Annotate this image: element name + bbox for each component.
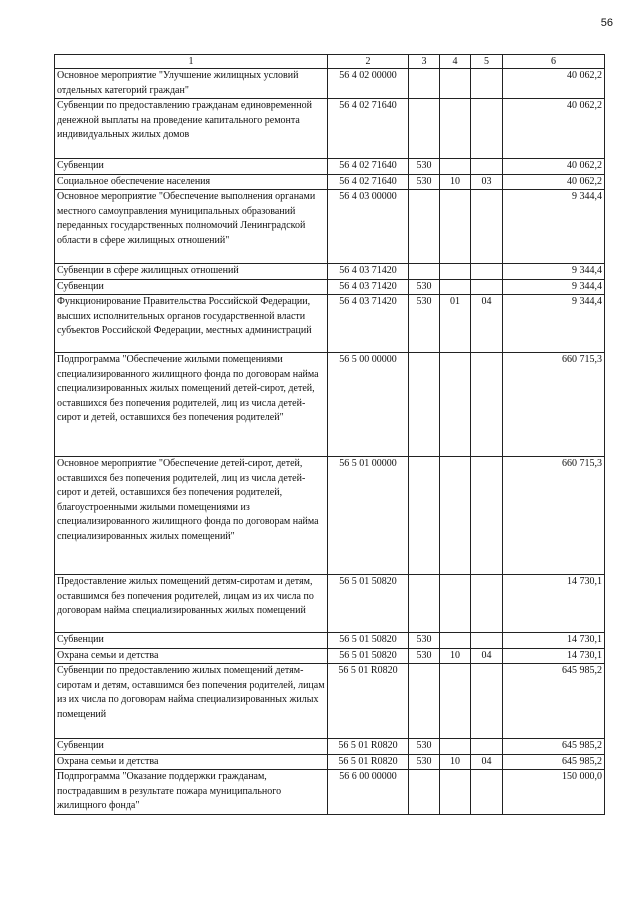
table-row — [55, 575, 605, 633]
row-name: Предоставление жилых помещений детям-сиротам и детям, оставшимся без попечения родителей, лицам из их числа по договорам найма специализированных жилых помещений — [55, 575, 328, 633]
row-code: 56 5 01 R0820 — [328, 664, 409, 739]
row-expense-type — [409, 99, 440, 159]
row-expense-type: 530 — [409, 739, 440, 755]
table-row — [55, 739, 605, 755]
row-subsection — [471, 633, 503, 649]
row-expense-type — [409, 264, 440, 280]
table-header-row — [55, 55, 605, 69]
row-name: Субвенции — [55, 739, 328, 755]
row-expense-type — [409, 353, 440, 457]
row-section — [440, 633, 471, 649]
row-code: 56 5 01 R0820 — [328, 739, 409, 755]
row-name: Подпрограмма "Обеспечение жилыми помещениями специализированного жилищного фонда по договорам найма специализированных жилых помещений детей-сирот, детей, оставшихся без попечения родителей, лиц из числа детей-сирот и детей, оставшихся без попечения родителей" — [55, 353, 328, 457]
column-header: 6 — [503, 55, 605, 69]
row-section — [440, 69, 471, 99]
row-code: 56 5 01 50820 — [328, 648, 409, 664]
row-name: Охрана семьи и детства — [55, 648, 328, 664]
row-name: Субвенции — [55, 279, 328, 295]
page-number: 56 — [600, 17, 613, 29]
row-section: 10 — [440, 648, 471, 664]
row-expense-type — [409, 190, 440, 264]
row-section: 10 — [440, 754, 471, 770]
row-subsection — [471, 190, 503, 264]
row-subsection: 04 — [471, 754, 503, 770]
row-section — [440, 99, 471, 159]
row-expense-type: 530 — [409, 295, 440, 353]
row-subsection — [471, 739, 503, 755]
row-name: Основное мероприятие "Обеспечение выполнения органами местного самоуправления муниципальных образований переданных государственных полномочий Ленинградской области в сфере жилищных отношений" — [55, 190, 328, 264]
table-row — [55, 457, 605, 575]
row-amount: 9 344,4 — [503, 264, 605, 280]
column-header: 2 — [328, 55, 409, 69]
row-amount: 645 985,2 — [503, 754, 605, 770]
row-name: Субвенции по предоставлению жилых помещений детям-сиротам и детям, оставшимся без попечения родителей, лицам из их числа по договорам найма специализированных жилых помещений — [55, 664, 328, 739]
column-header: 4 — [440, 55, 471, 69]
row-amount: 40 062,2 — [503, 99, 605, 159]
row-name: Субвенции в сфере жилищных отношений — [55, 264, 328, 280]
row-code: 56 4 03 71420 — [328, 295, 409, 353]
row-name: Подпрограмма "Оказание поддержки гражданам, пострадавшим в результате пожара муниципального жилищного фонда" — [55, 770, 328, 815]
row-subsection — [471, 99, 503, 159]
row-code: 56 5 01 R0820 — [328, 754, 409, 770]
row-amount: 14 730,1 — [503, 648, 605, 664]
row-expense-type — [409, 770, 440, 815]
row-code: 56 4 03 71420 — [328, 279, 409, 295]
row-expense-type — [409, 575, 440, 633]
row-amount: 14 730,1 — [503, 575, 605, 633]
row-amount: 645 985,2 — [503, 664, 605, 739]
table-row — [55, 264, 605, 280]
row-section — [440, 159, 471, 175]
row-amount: 660 715,3 — [503, 457, 605, 575]
row-section — [440, 739, 471, 755]
budget-table — [54, 54, 605, 815]
row-code: 56 5 01 00000 — [328, 457, 409, 575]
row-subsection — [471, 664, 503, 739]
table-row — [55, 633, 605, 649]
row-section — [440, 664, 471, 739]
column-header: 5 — [471, 55, 503, 69]
row-section: 10 — [440, 174, 471, 190]
table-row — [55, 69, 605, 99]
row-section — [440, 457, 471, 575]
column-header: 1 — [55, 55, 328, 69]
table-row — [55, 353, 605, 457]
row-code: 56 4 03 71420 — [328, 264, 409, 280]
row-section — [440, 190, 471, 264]
row-code: 56 4 02 00000 — [328, 69, 409, 99]
row-code: 56 6 00 00000 — [328, 770, 409, 815]
row-amount: 40 062,2 — [503, 174, 605, 190]
row-amount: 9 344,4 — [503, 279, 605, 295]
table-row — [55, 159, 605, 175]
row-code: 56 5 01 50820 — [328, 575, 409, 633]
row-section — [440, 770, 471, 815]
row-expense-type: 530 — [409, 174, 440, 190]
table-row — [55, 664, 605, 739]
table-row — [55, 99, 605, 159]
row-expense-type: 530 — [409, 159, 440, 175]
row-subsection — [471, 353, 503, 457]
row-subsection — [471, 159, 503, 175]
row-amount: 150 000,0 — [503, 770, 605, 815]
row-code: 56 4 02 71640 — [328, 174, 409, 190]
row-subsection — [471, 264, 503, 280]
row-name: Субвенции — [55, 633, 328, 649]
row-subsection — [471, 770, 503, 815]
row-expense-type: 530 — [409, 754, 440, 770]
row-subsection: 03 — [471, 174, 503, 190]
row-code: 56 4 03 00000 — [328, 190, 409, 264]
row-amount: 14 730,1 — [503, 633, 605, 649]
row-section — [440, 264, 471, 280]
row-name: Субвенции — [55, 159, 328, 175]
row-subsection — [471, 457, 503, 575]
row-code: 56 5 00 00000 — [328, 353, 409, 457]
row-amount: 9 344,4 — [503, 190, 605, 264]
row-expense-type: 530 — [409, 648, 440, 664]
row-expense-type: 530 — [409, 633, 440, 649]
row-name: Основное мероприятие "Улучшение жилищных условий отдельных категорий граждан" — [55, 69, 328, 99]
row-name: Функционирование Правительства Российской Федерации, высших исполнительных органов государственной власти субъектов Российской Федерации, местных администраций — [55, 295, 328, 353]
row-amount: 645 985,2 — [503, 739, 605, 755]
row-subsection — [471, 279, 503, 295]
row-subsection — [471, 575, 503, 633]
row-name: Основное мероприятие "Обеспечение детей-сирот, детей, оставшихся без попечения родителей, лиц из числа детей-сирот и детей, оставшихся без попечения родителей, благоустроенными жилыми помещениями из специализированного жилищного фонда по договорам найма специализированных жилых помещений" — [55, 457, 328, 575]
table-row — [55, 190, 605, 264]
row-amount: 660 715,3 — [503, 353, 605, 457]
table-row — [55, 295, 605, 353]
row-amount: 40 062,2 — [503, 159, 605, 175]
row-subsection: 04 — [471, 648, 503, 664]
row-subsection — [471, 69, 503, 99]
row-name: Социальное обеспечение населения — [55, 174, 328, 190]
row-subsection: 04 — [471, 295, 503, 353]
row-expense-type — [409, 457, 440, 575]
table-row — [55, 279, 605, 295]
row-amount: 9 344,4 — [503, 295, 605, 353]
row-code: 56 4 02 71640 — [328, 99, 409, 159]
row-code: 56 4 02 71640 — [328, 159, 409, 175]
row-section — [440, 279, 471, 295]
row-amount: 40 062,2 — [503, 69, 605, 99]
column-header: 3 — [409, 55, 440, 69]
row-section — [440, 575, 471, 633]
row-expense-type: 530 — [409, 279, 440, 295]
row-expense-type — [409, 69, 440, 99]
table-row — [55, 770, 605, 815]
table-row — [55, 754, 605, 770]
row-code: 56 5 01 50820 — [328, 633, 409, 649]
row-section — [440, 353, 471, 457]
row-expense-type — [409, 664, 440, 739]
row-name: Охрана семьи и детства — [55, 754, 328, 770]
row-name: Субвенции по предоставлению гражданам единовременной денежной выплаты на проведение капитального ремонта индивидуальных жилых домов — [55, 99, 328, 159]
row-section: 01 — [440, 295, 471, 353]
table-row — [55, 174, 605, 190]
table-row — [55, 648, 605, 664]
